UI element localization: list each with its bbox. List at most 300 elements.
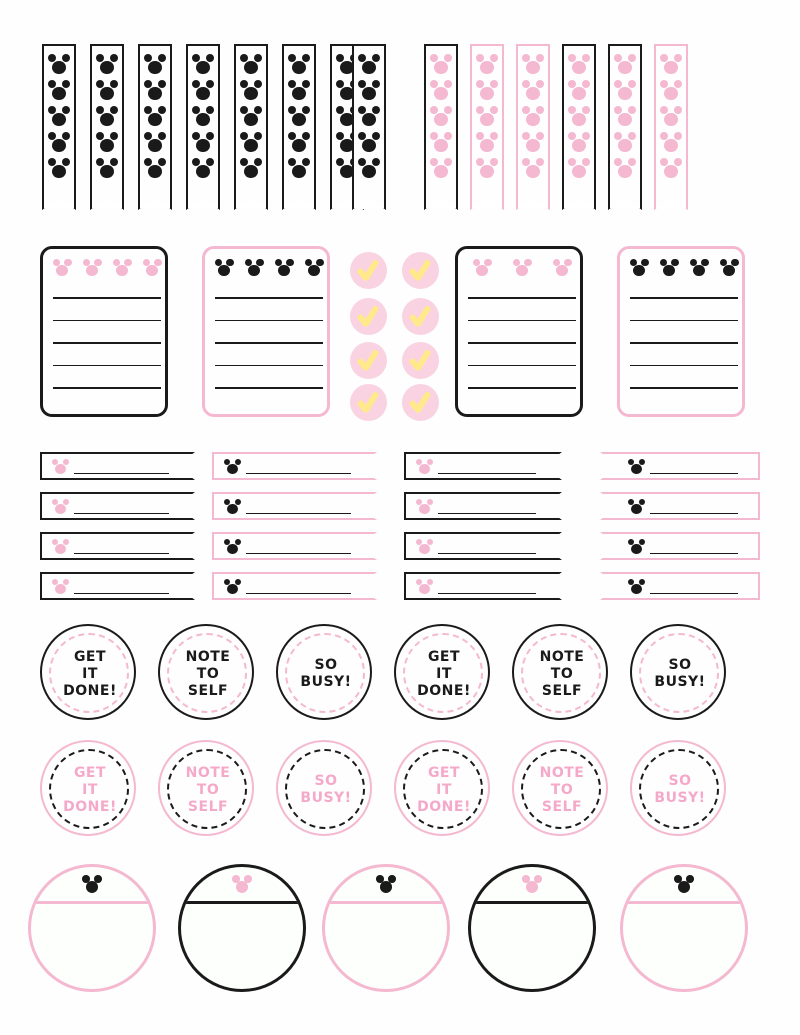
mickey-head-icon — [192, 132, 214, 152]
mickey-head-icon — [358, 54, 380, 74]
mickey-head-icon — [224, 539, 241, 555]
mickey-head-icon — [476, 80, 498, 100]
mickey-head-icon — [113, 259, 132, 276]
flag-icon-slot — [186, 130, 220, 156]
flag-icon-slot — [470, 156, 504, 182]
flag-icon-slot — [90, 156, 124, 182]
mickey-head-icon — [48, 106, 70, 126]
mickey-head-icon — [192, 158, 214, 178]
flag-icon-slot — [352, 78, 386, 104]
round-stamp-sticker[interactable] — [630, 740, 726, 836]
stamp-text — [396, 742, 492, 838]
card-writing-lines — [630, 297, 738, 410]
mickey-head-icon — [144, 80, 166, 100]
check-dot-sticker[interactable] — [402, 342, 439, 379]
label-writing-line — [650, 553, 738, 554]
flag-icon-slot — [562, 104, 596, 130]
check-dot-sticker[interactable] — [350, 384, 387, 421]
mickey-head-icon — [240, 106, 262, 126]
flag-icon-slot — [470, 130, 504, 156]
mickey-head-icon — [245, 259, 264, 276]
mickey-head-icon — [144, 158, 166, 178]
writing-line — [215, 320, 323, 322]
flag-icon-slot — [282, 52, 316, 78]
flag-icon-slot — [42, 52, 76, 78]
stamp-text-line: SELF — [187, 798, 229, 815]
bookmark-flag[interactable] — [186, 44, 220, 209]
flag-icon-slot — [424, 52, 458, 78]
note-card[interactable] — [202, 246, 330, 417]
writing-line — [468, 387, 576, 389]
stamp-text-line: TO — [196, 781, 220, 798]
flag-icon-slot — [352, 156, 386, 182]
flag-icon-slot — [516, 130, 550, 156]
stamp-text-line: IT — [436, 665, 452, 682]
label-flag-sticker[interactable] — [404, 532, 562, 560]
flag-icon-slot — [186, 156, 220, 182]
flag-icon-slot — [138, 52, 172, 78]
flag-icon-slot — [42, 104, 76, 130]
stamp-row-pink — [0, 740, 800, 850]
mickey-head-icon — [305, 259, 324, 276]
label-writing-line — [438, 513, 536, 514]
check-icon — [411, 257, 429, 283]
mickey-head-icon — [522, 80, 544, 100]
check-icon — [411, 303, 429, 329]
stamp-text-line: SO — [668, 657, 692, 673]
stamp-text-line: IT — [82, 665, 98, 682]
flag-tail — [562, 182, 596, 210]
writing-line — [468, 342, 576, 344]
circle-divider-line — [31, 901, 156, 904]
flag-icon-stack — [90, 52, 124, 182]
stamp-text-line: SELF — [541, 798, 583, 815]
flag-tail — [352, 182, 386, 210]
mickey-head-icon — [48, 158, 70, 178]
stamp-text-line: TO — [550, 781, 574, 798]
mickey-head-icon — [476, 54, 498, 74]
check-dot-sticker[interactable] — [402, 384, 439, 421]
flag-icon-slot — [470, 104, 504, 130]
mickey-head-icon — [48, 80, 70, 100]
stamp-text-line: DONE! — [63, 798, 117, 815]
mickey-head-icon — [96, 106, 118, 126]
round-stamp-sticker[interactable] — [158, 624, 254, 720]
mickey-head-icon — [522, 54, 544, 74]
card-icon-row — [51, 257, 163, 279]
label-flag-sticker[interactable] — [212, 452, 377, 480]
label-flag-sticker[interactable] — [40, 572, 195, 600]
flag-icon-slot — [608, 156, 642, 182]
stamp-text-line: SO — [314, 773, 338, 789]
writing-line — [53, 365, 161, 367]
flag-tail — [186, 182, 220, 210]
flag-icon-slot — [352, 52, 386, 78]
writing-line — [53, 387, 161, 389]
label-writing-line — [74, 473, 169, 474]
flag-icon-slot — [424, 130, 458, 156]
flag-icon-slot — [470, 52, 504, 78]
flag-icon-slot — [654, 104, 688, 130]
label-writing-line — [650, 513, 738, 514]
flag-icon-slot — [654, 78, 688, 104]
stamp-text-line: IT — [436, 781, 452, 798]
stamp-text-line: DONE! — [63, 682, 117, 699]
mickey-head-icon — [288, 106, 310, 126]
flag-icon-slot — [608, 130, 642, 156]
mickey-head-icon — [416, 459, 433, 475]
flag-icon-slot — [352, 130, 386, 156]
mickey-head-icon — [430, 158, 452, 178]
card-icon-row — [213, 257, 325, 279]
writing-line — [53, 320, 161, 322]
card-writing-lines — [53, 297, 161, 410]
mickey-head-icon — [553, 259, 572, 276]
flag-icon-slot — [470, 78, 504, 104]
note-card[interactable] — [455, 246, 583, 417]
label-writing-line — [650, 473, 738, 474]
mickey-head-icon — [240, 132, 262, 152]
flag-icon-slot — [138, 130, 172, 156]
stamp-text-line: DONE! — [417, 798, 471, 815]
label-writing-line — [246, 513, 351, 514]
flag-icon-slot — [424, 78, 458, 104]
bookmark-flag[interactable] — [90, 44, 124, 209]
mickey-head-icon — [628, 539, 645, 555]
flag-icon-slot — [562, 130, 596, 156]
stamp-text-line: IT — [82, 781, 98, 798]
big-circle-sticker[interactable] — [28, 864, 156, 992]
mickey-head-icon — [416, 579, 433, 595]
flag-icon-stack — [654, 52, 688, 182]
bookmark-flag[interactable] — [282, 44, 316, 209]
big-circle-sticker[interactable] — [620, 864, 748, 992]
writing-line — [468, 297, 576, 299]
mickey-head-icon — [376, 875, 396, 893]
mickey-head-icon — [53, 259, 72, 276]
mickey-head-icon — [630, 259, 649, 276]
card-writing-lines — [215, 297, 323, 410]
flag-icon-slot — [608, 52, 642, 78]
mickey-head-icon — [476, 158, 498, 178]
bookmark-flag[interactable] — [562, 44, 596, 209]
circle-divider-line — [181, 901, 306, 904]
mickey-head-icon — [144, 106, 166, 126]
writing-line — [215, 342, 323, 344]
label-writing-line — [650, 593, 738, 594]
mickey-head-icon — [82, 875, 102, 893]
mickey-head-icon — [288, 54, 310, 74]
mickey-head-icon — [416, 539, 433, 555]
mickey-head-icon — [224, 459, 241, 475]
mickey-head-icon — [52, 579, 69, 595]
stamp-text — [278, 626, 374, 722]
card-icon-row — [628, 257, 740, 279]
stamp-text-line: SELF — [187, 682, 229, 699]
stamp-text-line: BUSY! — [300, 790, 352, 806]
flag-icon-slot — [42, 156, 76, 182]
round-stamp-sticker[interactable] — [40, 624, 136, 720]
label-flag-sticker[interactable] — [600, 532, 760, 560]
check-dot-sticker[interactable] — [350, 252, 387, 289]
writing-line — [53, 297, 161, 299]
mickey-head-icon — [614, 132, 636, 152]
stamp-text — [632, 626, 728, 722]
mickey-head-icon — [240, 80, 262, 100]
stamp-text-line: SO — [314, 657, 338, 673]
flag-icon-slot — [234, 130, 268, 156]
flag-icon-stack — [608, 52, 642, 182]
mickey-head-icon — [96, 132, 118, 152]
label-writing-line — [246, 593, 351, 594]
flag-tail — [90, 182, 124, 210]
flag-icon-slot — [234, 156, 268, 182]
stamp-text — [396, 626, 492, 722]
check-icon — [359, 389, 377, 415]
label-writing-line — [74, 593, 169, 594]
mickey-head-icon — [473, 259, 492, 276]
bookmark-flag[interactable] — [608, 44, 642, 209]
flag-icon-stack — [516, 52, 550, 182]
label-flag-sticker[interactable] — [404, 572, 562, 600]
big-circle-sticker[interactable] — [322, 864, 450, 992]
flag-icon-slot — [424, 104, 458, 130]
card-writing-lines — [468, 297, 576, 410]
writing-line — [215, 297, 323, 299]
mickey-head-icon — [144, 54, 166, 74]
flag-icon-slot — [90, 130, 124, 156]
round-stamp-sticker[interactable] — [512, 624, 608, 720]
mickey-head-icon — [224, 579, 241, 595]
writing-line — [53, 342, 161, 344]
writing-line — [630, 342, 738, 344]
flag-icon-slot — [138, 78, 172, 104]
flag-tail — [424, 182, 458, 210]
mickey-head-icon — [476, 132, 498, 152]
label-flag-sticker[interactable] — [40, 532, 195, 560]
mickey-head-icon — [358, 132, 380, 152]
mickey-head-icon — [430, 106, 452, 126]
flag-icon-slot — [562, 78, 596, 104]
round-stamp-sticker[interactable] — [276, 740, 372, 836]
mickey-head-icon — [358, 106, 380, 126]
round-stamp-sticker[interactable] — [512, 740, 608, 836]
stamp-text-line: NOTE — [539, 648, 585, 665]
mickey-head-icon — [568, 158, 590, 178]
mickey-head-icon — [674, 875, 694, 893]
stamp-text — [514, 742, 610, 838]
mickey-head-icon — [52, 539, 69, 555]
writing-line — [215, 365, 323, 367]
card-icon-row — [466, 257, 578, 279]
mickey-head-icon — [568, 132, 590, 152]
flag-icon-slot — [516, 52, 550, 78]
mickey-head-icon — [224, 499, 241, 515]
stamp-text-line: SELF — [541, 682, 583, 699]
mickey-head-icon — [628, 579, 645, 595]
flag-icon-stack — [138, 52, 172, 182]
stamp-text — [160, 742, 256, 838]
mickey-head-icon — [522, 132, 544, 152]
label-flag-sticker[interactable] — [404, 452, 562, 480]
bookmark-flag[interactable] — [234, 44, 268, 209]
circle-divider-line — [325, 901, 450, 904]
flag-icon-slot — [282, 104, 316, 130]
flag-tail — [282, 182, 316, 210]
flag-icon-stack — [42, 52, 76, 182]
stamp-text — [42, 626, 138, 722]
check-dot-sticker[interactable] — [402, 298, 439, 335]
label-flag-sticker[interactable] — [600, 492, 760, 520]
flag-icon-stack — [424, 52, 458, 182]
mickey-head-icon — [358, 158, 380, 178]
label-flag-row — [0, 452, 800, 604]
check-dot-sticker[interactable] — [402, 252, 439, 289]
mickey-head-icon — [568, 106, 590, 126]
check-dot-sticker[interactable] — [350, 342, 387, 379]
mickey-head-icon — [660, 158, 682, 178]
flag-icon-slot — [90, 104, 124, 130]
stamp-text — [278, 742, 374, 838]
big-circle-sticker[interactable] — [178, 864, 306, 992]
label-flag-sticker[interactable] — [212, 532, 377, 560]
label-writing-line — [246, 553, 351, 554]
bookmark-flag[interactable] — [470, 44, 504, 209]
writing-line — [630, 297, 738, 299]
flag-icon-slot — [282, 156, 316, 182]
flag-icon-slot — [654, 156, 688, 182]
note-card[interactable] — [40, 246, 168, 417]
mickey-head-icon — [614, 106, 636, 126]
label-flag-sticker[interactable] — [40, 492, 195, 520]
bookmark-flag[interactable] — [352, 44, 386, 209]
bookmark-flag[interactable] — [654, 44, 688, 209]
mickey-head-icon — [476, 106, 498, 126]
note-card[interactable] — [617, 246, 745, 417]
bookmark-flag[interactable] — [42, 44, 76, 209]
flag-icon-slot — [516, 104, 550, 130]
mickey-head-icon — [522, 158, 544, 178]
mickey-head-icon — [215, 259, 234, 276]
label-flag-sticker[interactable] — [600, 572, 760, 600]
flag-icon-slot — [90, 52, 124, 78]
label-flag-sticker[interactable] — [40, 452, 195, 480]
label-flag-sticker[interactable] — [212, 572, 377, 600]
mickey-head-icon — [240, 54, 262, 74]
mickey-head-icon — [288, 132, 310, 152]
label-writing-line — [246, 473, 351, 474]
mickey-head-icon — [275, 259, 294, 276]
check-icon — [411, 389, 429, 415]
round-stamp-sticker[interactable] — [630, 624, 726, 720]
flag-icon-slot — [282, 130, 316, 156]
mickey-head-icon — [48, 132, 70, 152]
label-flag-sticker[interactable] — [600, 452, 760, 480]
mickey-head-icon — [192, 80, 214, 100]
mickey-head-icon — [192, 54, 214, 74]
flag-icon-slot — [562, 156, 596, 182]
mickey-head-icon — [614, 80, 636, 100]
stamp-text-line: BUSY! — [654, 674, 706, 690]
round-stamp-sticker[interactable] — [394, 624, 490, 720]
round-stamp-sticker[interactable] — [276, 624, 372, 720]
bookmark-flag[interactable] — [424, 44, 458, 209]
stamp-text-line: NOTE — [539, 764, 585, 781]
flag-icon-slot — [90, 78, 124, 104]
stamp-text-line: GET — [427, 648, 461, 665]
round-stamp-sticker[interactable] — [158, 740, 254, 836]
round-stamp-sticker[interactable] — [394, 740, 490, 836]
check-icon — [359, 303, 377, 329]
label-flag-sticker[interactable] — [404, 492, 562, 520]
flag-icon-slot — [608, 104, 642, 130]
big-circle-sticker[interactable] — [468, 864, 596, 992]
check-dot-sticker[interactable] — [350, 298, 387, 335]
mickey-head-icon — [628, 499, 645, 515]
flag-icon-stack — [186, 52, 220, 182]
mickey-head-icon — [660, 132, 682, 152]
stamp-text-line: NOTE — [185, 764, 231, 781]
mickey-head-icon — [358, 80, 380, 100]
mickey-head-icon — [232, 875, 252, 893]
flag-icon-stack — [562, 52, 596, 182]
label-writing-line — [438, 593, 536, 594]
label-writing-line — [74, 513, 169, 514]
mickey-head-icon — [660, 80, 682, 100]
flag-icon-slot — [186, 78, 220, 104]
mickey-head-icon — [522, 875, 542, 893]
writing-line — [630, 387, 738, 389]
stamp-text-line: DONE! — [417, 682, 471, 699]
flag-icon-slot — [654, 52, 688, 78]
bookmark-flag[interactable] — [516, 44, 550, 209]
bookmark-flag-row — [0, 44, 800, 216]
mickey-head-icon — [288, 158, 310, 178]
flag-icon-slot — [516, 156, 550, 182]
flag-tail — [608, 182, 642, 210]
big-circle-row — [0, 864, 800, 994]
stamp-text-line: BUSY! — [300, 674, 352, 690]
flag-icon-slot — [424, 156, 458, 182]
stamp-text-line: NOTE — [185, 648, 231, 665]
mickey-head-icon — [288, 80, 310, 100]
mickey-head-icon — [513, 259, 532, 276]
flag-icon-slot — [138, 104, 172, 130]
mickey-head-icon — [52, 499, 69, 515]
stamp-text-line: GET — [73, 648, 107, 665]
stamp-text — [160, 626, 256, 722]
writing-line — [468, 320, 576, 322]
writing-line — [630, 365, 738, 367]
round-stamp-sticker[interactable] — [40, 740, 136, 836]
check-icon — [359, 347, 377, 373]
flag-icon-slot — [654, 130, 688, 156]
flag-tail — [42, 182, 76, 210]
circle-divider-line — [623, 901, 748, 904]
mickey-head-icon — [660, 54, 682, 74]
flag-icon-slot — [608, 78, 642, 104]
mickey-head-icon — [430, 54, 452, 74]
flag-icon-stack — [352, 52, 386, 182]
mickey-head-icon — [660, 259, 679, 276]
stamp-text-line: BUSY! — [654, 790, 706, 806]
label-flag-sticker[interactable] — [212, 492, 377, 520]
flag-tail — [234, 182, 268, 210]
flag-icon-slot — [186, 52, 220, 78]
flag-tail — [138, 182, 172, 210]
flag-icon-stack — [470, 52, 504, 182]
bookmark-flag[interactable] — [138, 44, 172, 209]
